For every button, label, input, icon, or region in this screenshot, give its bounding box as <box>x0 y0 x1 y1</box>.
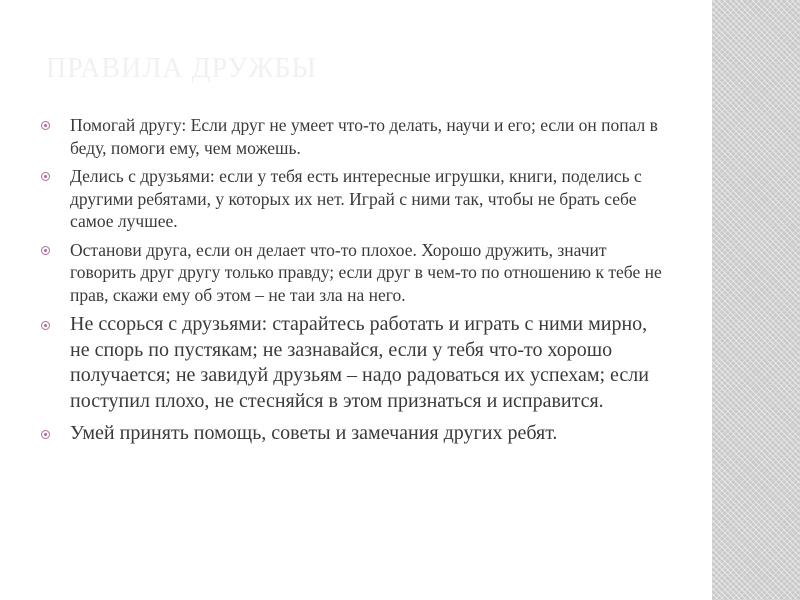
list-item <box>40 239 670 307</box>
list-item <box>40 114 670 159</box>
circle-bullet-icon <box>41 430 50 439</box>
circle-bullet-icon <box>41 246 50 255</box>
list-item-text: Делись с друзьями: если у тебя есть интересные игрушки, книги, поделись с другими ребятами, у которых их нет. Играй с ними так, чтобы не брать себе самое лучшее. <box>70 166 642 231</box>
circle-bullet-icon <box>41 321 50 330</box>
decorative-side-strip <box>712 0 800 600</box>
list-item-text: Умей принять помощь, советы и замечания других ребят. <box>70 422 558 444</box>
bullet-list <box>40 114 670 454</box>
list-item-text: Помогай другу: Если друг не умеет что-то делать, научи и его; если он попал в беду, помоги ему, чем можешь. <box>70 115 658 158</box>
list-item-text: Не ссорься с друзьями: старайтесь работать и играть с ними мирно, не спорь по пустякам; не зазнавайся, если у тебя что-то хорошо получается; не завидуй друзьям – надо радоваться их успехам; если поступил плохо, не стесняйся в этом признаться и исправится. <box>70 313 649 412</box>
list-item <box>40 312 670 414</box>
circle-bullet-icon <box>41 121 50 130</box>
list-item <box>40 421 670 447</box>
list-item <box>40 165 670 233</box>
list-item-text: Останови друга, если он делает что-то плохое. Хорошо дружить, значит говорить друг другу только правду; если друг в чем-то по отношению к тебе не прав, скажи ему об этом – не таи зла на него. <box>70 239 662 305</box>
slide-title: ПРАВИЛА ДРУЖБЫ <box>46 53 317 84</box>
circle-bullet-icon <box>41 172 50 181</box>
